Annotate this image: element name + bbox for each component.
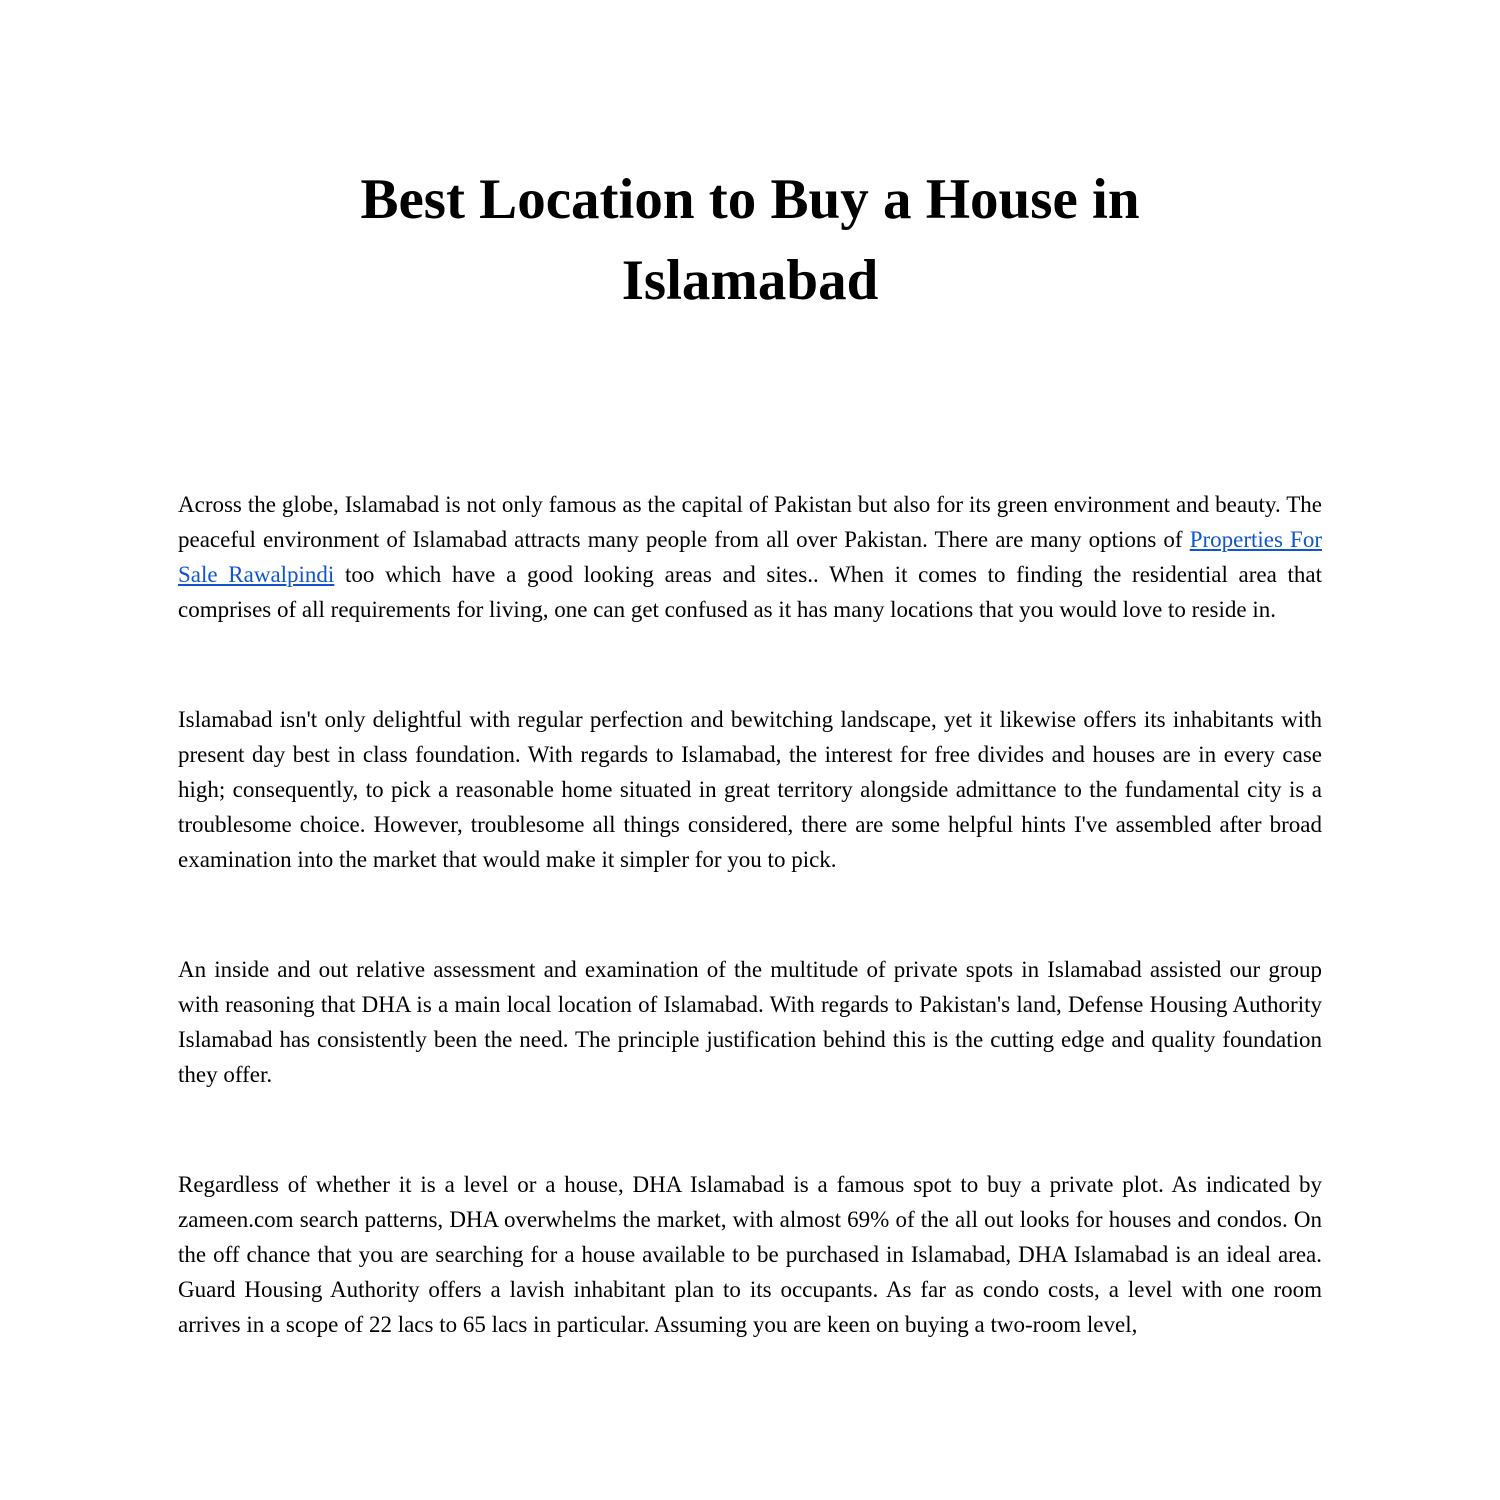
document-title: Best Location to Buy a House in Islamabad (360, 168, 1140, 312)
document-body (178, 487, 1322, 1342)
properties-for-sale-rawalpindi-link[interactable]: Properties For Sale Rawalpindi (178, 526, 1322, 587)
paragraph-intro-text-after-link: too which have a good looking areas and sites.. When it comes to finding the residential area that comprises of all requirements for living, one can get confused as it has many locations that you would love to reside in. (178, 561, 1322, 622)
paragraph-infrastructure: Islamabad isn't only delightful with regular perfection and bewitching landscape, yet it likewise offers its inhabitants with present day best in class foundation. With regards to Islamabad, the interest for free divides and houses are in every case high; consequently, to pick a reasonable home situated in great territory alongside admittance to the fundamental city is a troublesome choice. However, troublesome all things considered, there are some helpful hints I've assembled after broad examination into the market that would make it simpler for you to pick. (178, 706, 1322, 872)
paragraph-dha-market: Regardless of whether it is a level or a house, DHA Islamabad is a famous spot to buy a private plot. As indicated by zameen.com search patterns, DHA overwhelms the market, with almost 69% of the all out looks for houses and condos. On the off chance that you are searching for a house available to be purchased in Islamabad, DHA Islamabad is an ideal area. Guard Housing Authority offers a lavish inhabitant plan to its occupants. As far as condo costs, a level with one room arrives in a scope of 22 lacs to 65 lacs in particular. Assuming you are keen on buying a two-room level, (178, 1171, 1322, 1337)
paragraph-intro-text-before-link: Across the globe, Islamabad is not only famous as the capital of Pakistan but also for its green environment and beauty. The peaceful environment of Islamabad attracts many people from all over Pakistan. There are many options of (178, 491, 1322, 552)
paragraph-dha-assessment: An inside and out relative assessment and examination of the multitude of private spots in Islamabad assisted our group with reasoning that DHA is a main local location of Islamabad. With regards to Pakistan's land, Defense Housing Authority Islamabad has consistently been the need. The principle justification behind this is the cutting edge and quality foundation they offer. (178, 956, 1322, 1087)
paragraph-intro (178, 487, 1322, 627)
